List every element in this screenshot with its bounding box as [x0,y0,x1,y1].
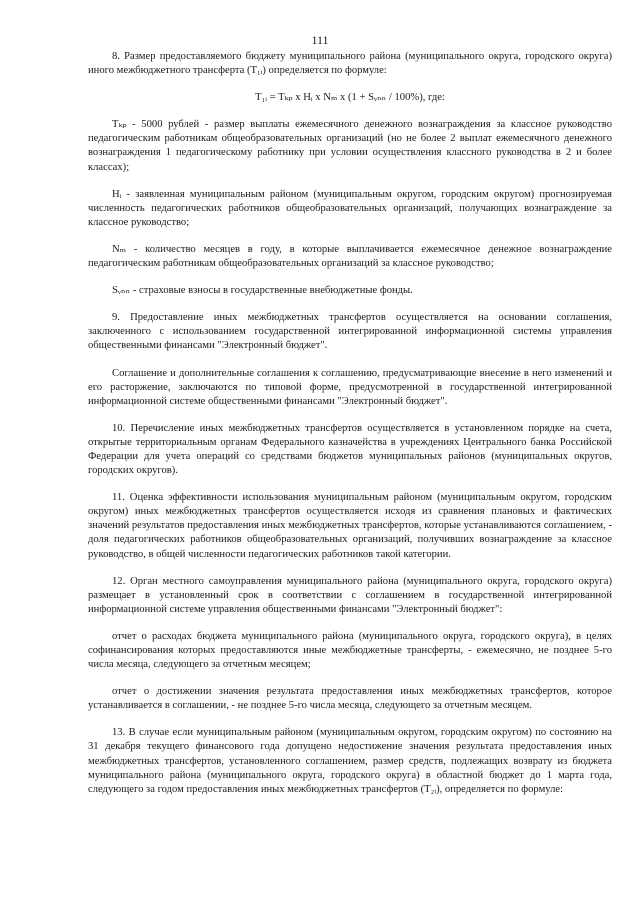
paragraph-8: 8. Размер предоставляемого бюджету муниципального района (муниципального округа, городского округа) иного межбюджетного трансферта (T₁ᵢ) определяется по формуле: [88,51,612,77]
paragraph-13: 13. В случае если муниципальным районом (муниципальным округом, городским округом) по состоянию на 31 декабря текущего финансового года допущено недостижение значения результата предоставления иных межбюджетных трансфертов, установленного соглашением, размер средств, подлежащих возврату из бюджета муниципального района (муниципального округа, городского округа) в областной бюджет до 1 марта года, следующего за годом предоставления иных межбюджетных трансфертов (T₂ᵢ), определяется по формуле: [88,727,612,795]
paragraph-12-report-expenses: отчет о расходах бюджета муниципального района (муниципального округа, городского округа), в целях софинансирования которых предоставляются иные межбюджетные трансферты, - ежемесячно, не позднее 5-го числа месяца, следующего за отчетным месяцем; [88,630,612,671]
page-number: 111 [311,33,329,47]
paragraph-12-report-result: отчет о достижении значения результата предоставления иных межбюджетных трансфертов, которое устанавливается в соглашении, - не позднее 5-го числа месяца, следующего за отчетным месяцем. [88,686,612,712]
paragraph-11: 11. Оценка эффективности использования муниципальным районом (муниципальным округом, городским округом) иных межбюджетных трансфертов осуществляется исходя из сравнения плановых и фактических значений результатов предоставления иных межбюджетных трансфертов, которые устанавливаются соглашением, - доля педагогических работников общеобразовательных организаций, получивших вознаграждение за классное руководство, в общей численности педагогических работников такой категории. [88,492,612,560]
paragraph-9-agreement: Соглашение и дополнительные соглашения к соглашению, предусматривающие внесение в него изменений и его расторжение, заключаются по типовой форме, предусмотренной в государственной интегрированной информационной системе общественными финансами "Электронный бюджет". [88,367,612,407]
paragraph-12: 12. Орган местного самоуправления муниципального района (муниципального округа, городского округа) размещает в установленный срок в соответствии с соглашением в государственной интегрированной информационной системе управления общественными финансами "Электронный бюджет": [88,575,612,615]
formula-t1: T₁ᵢ = Tₖₚ x Hᵢ x Nₘ x (1 + Sᵥₙₙ / 100%), где: [255,92,445,104]
paragraph-9: 9. Предоставление иных межбюджетных трансфертов осуществляется на основании соглашения, заключенного с использованием государственной интегрированной информационной системы управления общественными финансами "Электронный бюджет". [88,312,612,352]
definition-tkr: Tₖₚ - 5000 рублей - размер выплаты ежемесячного денежного вознаграждения за классное руководство педагогическим работникам общеобразовательных организаций (но не более 2 выплат ежемесячного денежного вознаграждения 1 педагогическому работнику при условии осуществления классного руководства в 2 и более классах); [88,119,612,173]
definition-nm: Nₘ - количество месяцев в году, в которые выплачивается ежемесячное денежное вознаграждение педагогическим работникам общеобразовательных организаций за классное руководство; [88,243,612,270]
document-body [88,50,612,797]
paragraph-10: 10. Перечисление иных межбюджетных трансфертов осуществляется в установленном порядке на счета, открытые территориальным органам Федерального казначейства в учреждениях Центрального банка Российской Федерации для учета операций со средствами бюджетов муниципальных районов (муниципальных округов, городских округов). [88,422,612,477]
definition-svnn: Sᵥₙₙ - страховые взносы в государственные внебюджетные фонды. [112,285,413,297]
definition-hi: Hᵢ - заявленная муниципальным районом (муниципальным округом, городским округом) прогнозируемая численность педагогических работников общеобразовательных организаций, получающих вознаграждение за классное руководство; [88,188,612,228]
